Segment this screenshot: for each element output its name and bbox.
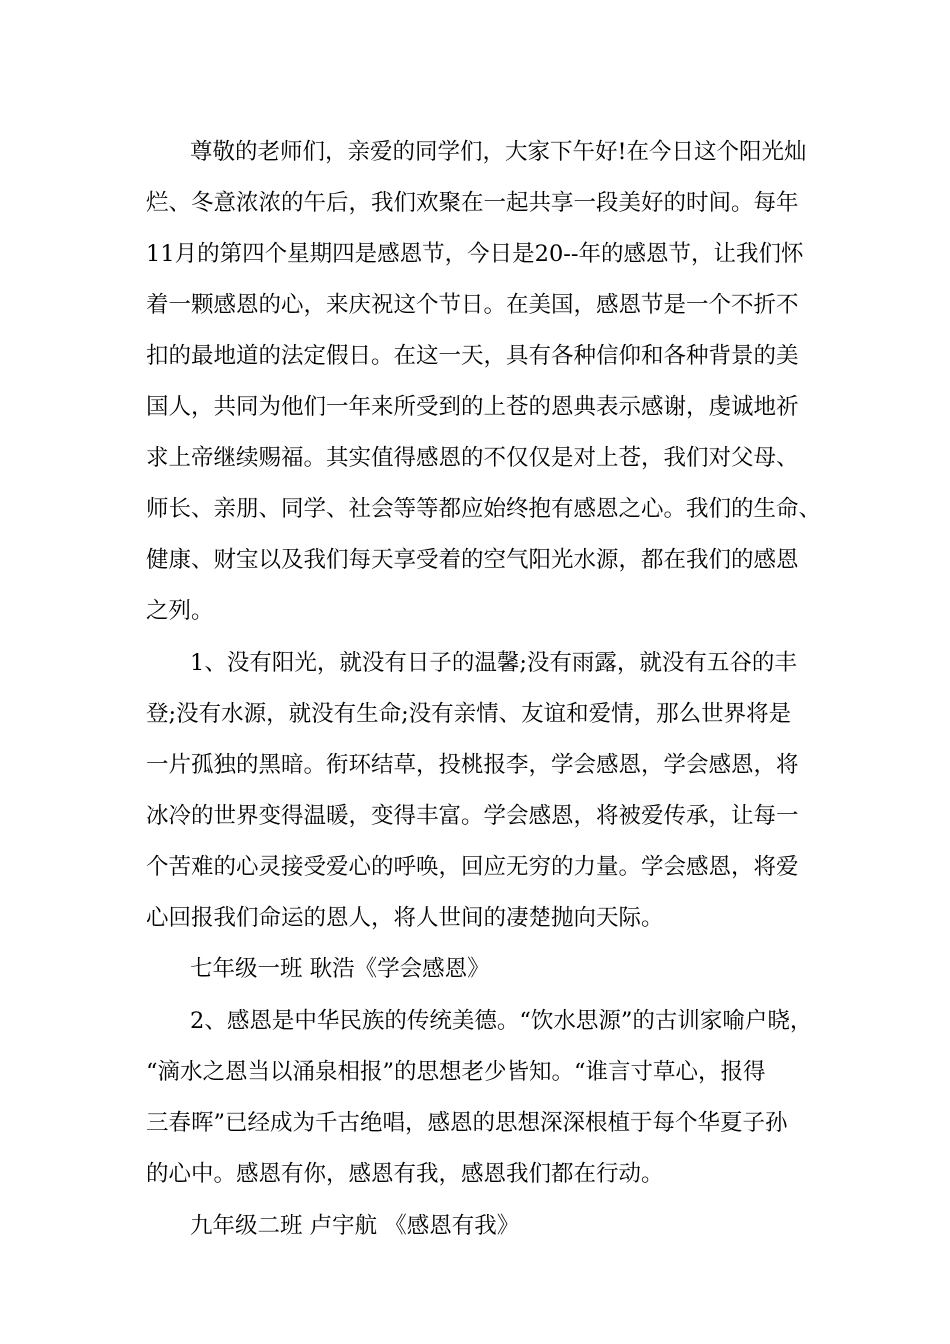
document-page: 尊敬的老师们，亲爱的同学们，大家下午好!在今日这个阳光灿 烂、冬意浓浓的午后，我们欢聚在一起共享一段美好的时间。每年 11月的第四个星期四是感恩节，今日是20--年的感恩节，让我们怀 着一颗感恩的心，来庆祝这个节日。在美国，感恩节是一个不折不 扣的最地道的法定假日。在这一天，具有各种信仰和各种背景的美 国人，共同为他们一年来所受到的上苍的恩典表示感谢，虔诚地祈 求上帝继续赐福。其实值得感恩的不仅仅是对上苍，我们对父母、 师长、亲朋、同学、社会等等都应始终抱有感恩之心。我们的生命、 健康、财宝以及我们每天享受着的空气阳光水源，都在我们的感恩 之列。 1、没有阳光，就没有日子的温馨;没有雨露，就没有五谷的丰 登;没有水源，就没有生命;没有亲情、友谊和爱情，那么世界将是 一片孤独的黑暗。衔环结草，投桃报李，学会感恩，学会感恩，将 冰冷的世界变得温暖，变得丰富。学会感恩，将被爱传承，让每一 个苦难的心灵接受爱心的呼唤，回应无穷的力量。学会感恩，将爱 心回报我们命运的恩人，将人世间的凄楚抛向天际。 七年级一班 耿浩《学会感恩》 2、感恩是中华民族的传统美德。“饮水思源”的古训家喻户晓， “滴水之恩当以涌泉相报”的思想老少皆知。“谁言寸草心，报得 三春晖”已经成为千古绝唱，感恩的思想深深根植于每个华夏子孙 的心中。感恩有你，感恩有我，感恩我们都在行动。 九年级二班 卢宇航 《感恩有我》	[146, 139, 822, 1239]
